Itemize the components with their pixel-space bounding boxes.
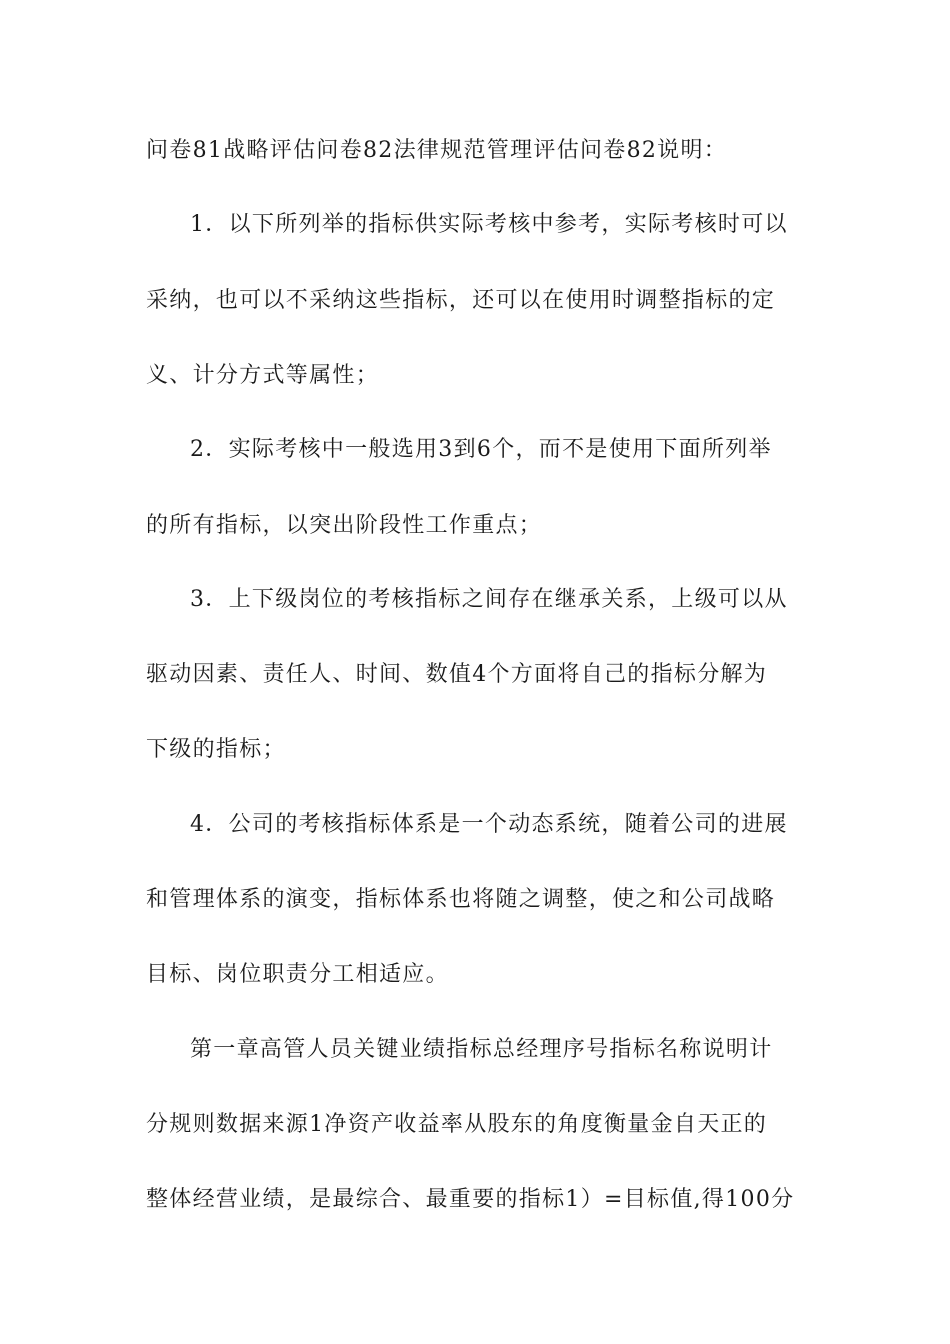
text-line: 4．公司的考核指标体系是一个动态系统，随着公司的进展 (190, 812, 788, 837)
text-line: 问卷81战略评估问卷82法律规范管理评估问卷82说明： (146, 138, 728, 163)
text-line: 下级的指标； (146, 737, 286, 762)
text-line: 的所有指标，以突出阶段性工作重点； (146, 513, 543, 538)
text-line: 采纳，也可以不采纳这些指标，还可以在使用时调整指标的定 (146, 288, 776, 313)
text-line: 2．实际考核中一般选用3到6个，而不是使用下面所列举 (190, 437, 772, 462)
text-line: 和管理体系的演变，指标体系也将随之调整，使之和公司战略 (146, 887, 776, 912)
text-line: 整体经营业绩，是最综合、最重要的指标1）=目标值,得100分 (146, 1187, 795, 1212)
text-line: 义、计分方式等属性； (146, 363, 380, 388)
text-line: 1．以下所列举的指标供实际考核中参考，实际考核时可以 (190, 212, 788, 237)
text-line: 第一章高管人员关键业绩指标总经理序号指标名称说明计 (190, 1037, 773, 1062)
text-line: 驱动因素、责任人、时间、数值4个方面将自己的指标分解为 (146, 662, 768, 687)
text-line: 目标、岗位职责分工相适应。 (146, 962, 449, 987)
text-line: 分规则数据来源1净资产收益率从股东的角度衡量金自天正的 (146, 1112, 768, 1137)
text-line: 3．上下级岗位的考核指标之间存在继承关系，上级可以从 (190, 587, 788, 612)
